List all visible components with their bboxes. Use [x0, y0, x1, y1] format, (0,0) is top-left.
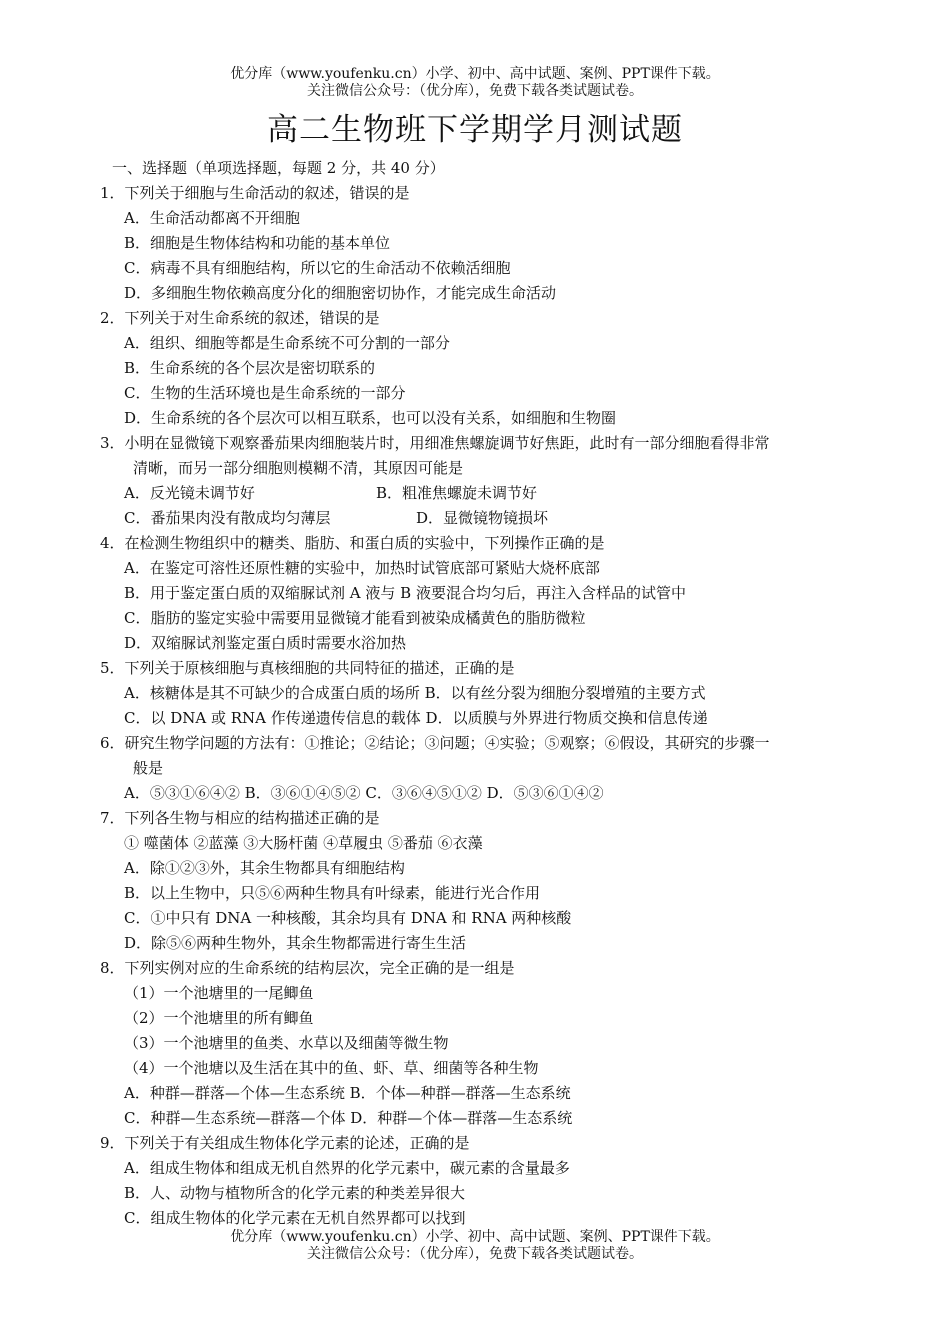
question-1-option-b: B．细胞是生物体结构和功能的基本单位 [124, 234, 391, 252]
question-5-stem: 5．下列关于原核细胞与真核细胞的共同特征的描述，正确的是 [100, 659, 515, 677]
question-6-stem-continued: 般是 [133, 759, 164, 777]
question-5-options-ab: A．核糖体是其不可缺少的合成蛋白质的场所 B．以有丝分裂为细胞分裂增殖的主要方式 [124, 684, 706, 702]
question-2-option-a: A．组织、细胞等都是生命系统不可分割的一部分 [124, 334, 450, 352]
question-3-option-c: C．番茄果肉没有散成均匀薄层 [124, 509, 331, 527]
question-5-options-cd: C．以 DNA 或 RNA 作传递遗传信息的载体 D．以质膜与外界进行物质交换和信息传递 [124, 709, 708, 727]
question-8-sub-item-2: （2）一个池塘里的所有鲫鱼 [124, 1009, 314, 1027]
footer-watermark-line-2: 关注微信公众号：（优分库），免费下载各类试题试卷。 [307, 1246, 643, 1262]
question-4-option-b: B．用于鉴定蛋白质的双缩脲试剂 A 液与 B 液要混合均匀后，再注入含样品的试管中 [124, 584, 686, 602]
question-7-stem: 7．下列各生物与相应的结构描述正确的是 [100, 809, 380, 827]
question-6-options: A．⑤③①⑥④② B．③⑥①④⑤② C．③⑥④⑤①② D．⑤③⑥①④② [124, 784, 604, 802]
watermark-line-2: 关注微信公众号：（优分库），免费下载各类试题试卷。 [307, 83, 643, 99]
footer-watermark-line-1: 优分库（www.youfenku.cn）小学、初中、高中试题、案例、PPT课件下载。 [230, 1229, 720, 1245]
question-1-stem: 1．下列关于细胞与生命活动的叙述，错误的是 [100, 184, 410, 202]
question-2-option-c: C．生物的生活环境也是生命系统的一部分 [124, 384, 406, 402]
footer-watermark [0, 1229, 950, 1263]
question-4-stem: 4．在检测生物组织中的糖类、脂肪、和蛋白质的实验中，下列操作正确的是 [100, 534, 605, 552]
question-4-option-c: C．脂肪的鉴定实验中需要用显微镜才能看到被染成橘黄色的脂肪微粒 [124, 609, 586, 627]
question-9-option-c: C．组成生物体的化学元素在无机自然界都可以找到 [124, 1209, 466, 1227]
question-8-sub-item-3: （3）一个池塘里的鱼类、水草以及细菌等微生物 [124, 1034, 449, 1052]
question-1-option-d: D．多细胞生物依赖高度分化的细胞密切协作，才能完成生命活动 [124, 284, 557, 302]
question-3-stem: 3．小明在显微镜下观察番茄果肉细胞装片时，用细准焦螺旋调节好焦距，此时有一部分细胞看得非常 [100, 434, 770, 452]
page-title: 高二生物班下学期学月测试题 [267, 112, 683, 148]
question-1-option-c: C．病毒不具有细胞结构，所以它的生命活动不依赖活细胞 [124, 259, 511, 277]
question-8-options-cd: C．种群—生态系统—群落—个体 D．种群—个体—群落—生态系统 [124, 1109, 573, 1127]
question-7-option-b: B．以上生物中，只⑤⑥两种生物具有叶绿素，能进行光合作用 [124, 884, 541, 902]
question-1-option-a: A．生命活动都离不开细胞 [124, 209, 300, 227]
question-3-option-d: D．显微镜物镜损坏 [416, 509, 549, 527]
question-3-stem-continued: 清晰，而另一部分细胞则模糊不清，其原因可能是 [133, 459, 464, 477]
question-4-option-a: A．在鉴定可溶性还原性糖的实验中，加热时试管底部可紧贴大烧杯底部 [124, 559, 600, 577]
question-9-stem: 9．下列关于有关组成生物体化学元素的论述，正确的是 [100, 1134, 470, 1152]
question-3-option-a: A．反光镜未调节好 [124, 484, 255, 502]
question-7-option-c: C．①中只有 DNA 一种核酸，其余均具有 DNA 和 RNA 两种核酸 [124, 909, 572, 927]
question-8-stem: 8．下列实例对应的生命系统的结构层次，完全正确的是一组是 [100, 959, 515, 977]
question-8-sub-item-4: （4）一个池塘以及生活在其中的鱼、虾、草、细菌等各种生物 [124, 1059, 539, 1077]
question-6-stem: 6．研究生物学问题的方法有：①推论；②结论；③问题；④实验；⑤观察；⑥假设，其研究的步骤一 [100, 734, 770, 752]
question-7-items: ① 噬菌体 ②蓝藻 ③大肠杆菌 ④草履虫 ⑤番茄 ⑥衣藻 [124, 834, 483, 852]
question-2-stem: 2．下列关于对生命系统的叙述，错误的是 [100, 309, 380, 327]
section-heading: 一、选择题（单项选择题，每题 2 分，共 40 分） [112, 159, 445, 177]
question-8-sub-item-1: （1）一个池塘里的一尾鲫鱼 [124, 984, 314, 1002]
question-4-option-d: D．双缩脲试剂鉴定蛋白质时需要水浴加热 [124, 634, 407, 652]
question-9-option-b: B．人、动物与植物所含的化学元素的种类差异很大 [124, 1184, 466, 1202]
question-9-option-a: A．组成生物体和组成无机自然界的化学元素中，碳元素的含量最多 [124, 1159, 570, 1177]
header-watermark [0, 66, 950, 100]
question-3-option-b: B．粗准焦螺旋未调节好 [376, 484, 538, 502]
question-2-option-d: D．生命系统的各个层次可以相互联系，也可以没有关系，如细胞和生物圈 [124, 409, 617, 427]
question-7-option-a: A．除①②③外，其余生物都具有细胞结构 [124, 859, 405, 877]
watermark-line-1: 优分库（www.youfenku.cn）小学、初中、高中试题、案例、PPT课件下载。 [230, 66, 720, 82]
question-8-options-ab: A．种群—群落—个体—生态系统 B．个体—种群—群落—生态系统 [124, 1084, 571, 1102]
question-2-option-b: B．生命系统的各个层次是密切联系的 [124, 359, 376, 377]
question-7-option-d: D．除⑤⑥两种生物外，其余生物都需进行寄生生活 [124, 934, 467, 952]
